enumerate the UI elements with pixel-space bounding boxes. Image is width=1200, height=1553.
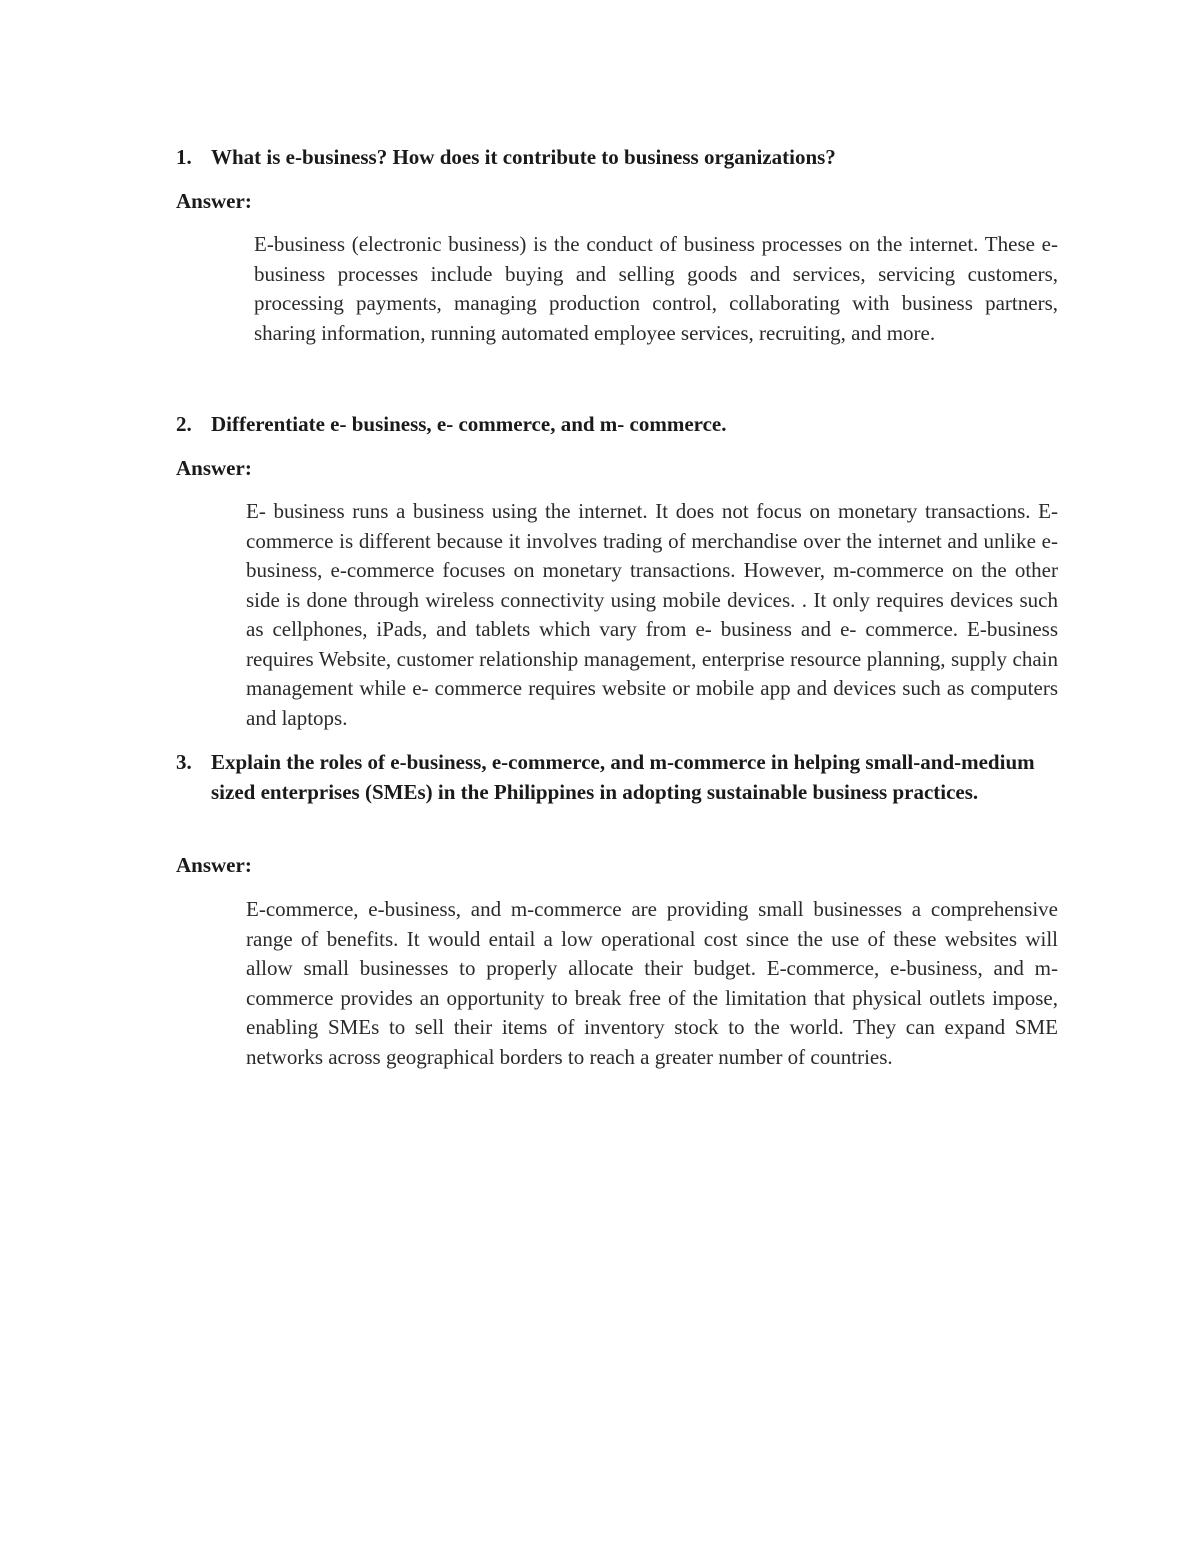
answer-paragraph: E- business runs a business using the internet. It does not focus on monetary transactions. E- commerce is different because it involves trading of merchandise over the internet and unlike e- business, e-commerce focuses on monetary transactions. However, m-commerce on the other side is done through wireless connectivity using mobile devices. . It only requires devices such as cellphones, iPads, and tablets which vary from e- business and e- commerce. E-business requires Website, customer relationship management, enterprise resource planning, supply chain management while e- commerce requires website or mobile app and devices such as computers and laptops. — [246, 499, 1058, 730]
answer-text — [176, 895, 1058, 1072]
question-text: Explain the roles of e-business, e-commerce, and m-commerce in helping small-and-medium sized enterprises (SMEs) in the Philippines in adopting sustainable business practices. — [211, 750, 1035, 804]
question-number: 1. — [176, 145, 192, 169]
question-number: 2. — [176, 412, 192, 436]
answer-label: Answer: — [176, 853, 252, 877]
answer-paragraph: E-commerce, e-business, and m-commerce are providing small businesses a comprehensive range of benefits. It would entail a low operational cost since the use of these websites will allow small businesses to properly allocate their budget. E-commerce, e-business, and m-commerce provides an opportunity to break free of the limitation that physical outlets impose, enabling SMEs to sell their items of inventory stock to the world. They can expand SME networks across geographical borders to reach a greater number of countries. — [246, 897, 1058, 1069]
answer-text — [176, 230, 1058, 348]
answer-paragraph: E-business (electronic business) is the conduct of business processes on the internet. These e-business processes include buying and selling goods and services, servicing customers, processing payments, managing production control, collaborating with business partners, sharing information, running automated employee services, recruiting, and more. — [254, 232, 1058, 345]
question-3 — [176, 747, 1060, 807]
question-2 — [176, 409, 1060, 439]
answer-label: Answer: — [176, 456, 252, 480]
answer-label: Answer: — [176, 189, 252, 213]
question-text: Differentiate e- business, e- commerce, and m- commerce. — [211, 412, 727, 436]
answer-text — [176, 497, 1058, 733]
question-text: What is e-business? How does it contribute to business organizations? — [211, 145, 836, 169]
question-1 — [176, 142, 1060, 172]
question-number: 3. — [176, 750, 192, 774]
